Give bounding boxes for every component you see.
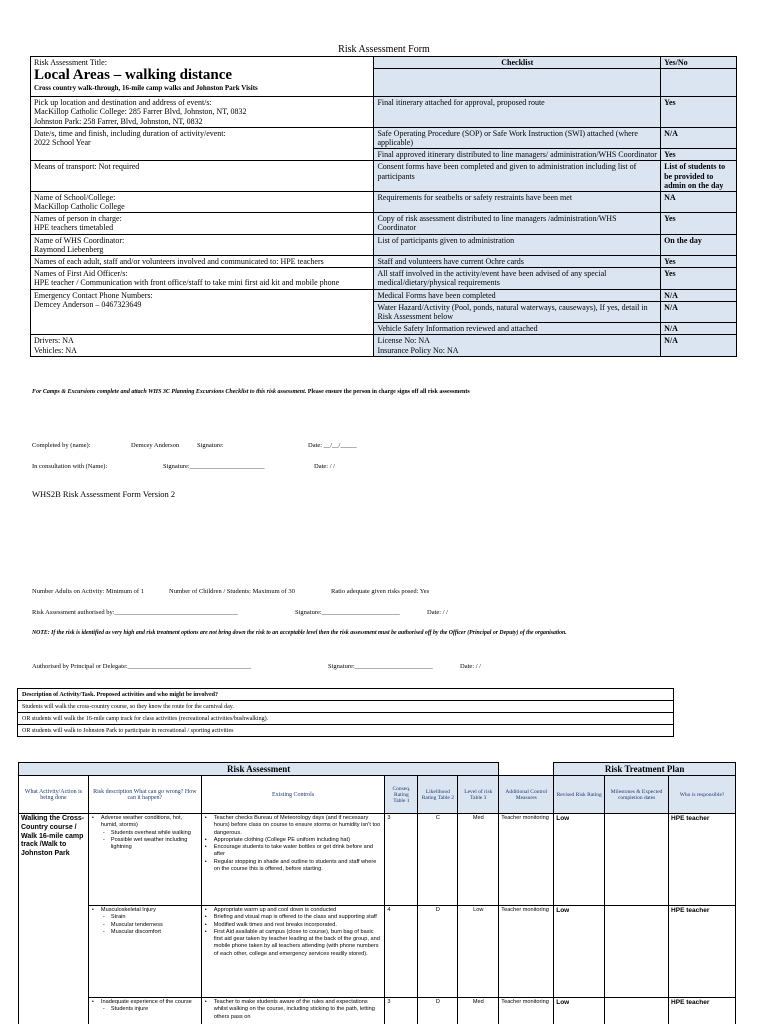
checklist-item: All staff involved in the activity/event have been advised of any special medical/dietary/physical requirements bbox=[374, 268, 661, 289]
firstaid-label: Names of First Aid Officer/s: bbox=[34, 269, 128, 279]
risk-assessment-table bbox=[18, 762, 736, 1024]
checklist-answer: N/A bbox=[661, 289, 737, 301]
form-title: Risk Assessment Form bbox=[338, 44, 430, 55]
checklist-item: Water Hazard/Activity (Pool, ponds, natural waterways, causeways), If yes, detail in Risk Assessment below bbox=[374, 301, 661, 322]
controls-cell bbox=[201, 906, 385, 998]
likelihood-rating: D bbox=[418, 906, 458, 998]
camps-note-italic: For Camps & Excursions complete and attach WHS 3C Planning Excursions Checklist to this risk assessment. bbox=[32, 389, 307, 395]
completed-signature[interactable]: Signature: bbox=[197, 442, 224, 449]
whs-label: Name of WHS Coordinator: bbox=[34, 235, 125, 245]
checklist-answer: Yes bbox=[661, 213, 737, 234]
description-header: Description of Activity/Task. Proposed activities and who might be involved? bbox=[18, 689, 674, 701]
milestones-cell bbox=[605, 998, 669, 1024]
yesno-header: Yes/No bbox=[661, 57, 737, 69]
risk-level: Low bbox=[458, 906, 499, 998]
authorised-by[interactable]: Risk Assessment authorised by:______________________________________ bbox=[32, 609, 239, 616]
ratio-adequate: Ratio adequate given risks posed: Yes bbox=[331, 588, 430, 595]
checklist-item: Staff and volunteers have current Ochre cards bbox=[374, 256, 661, 268]
location-label: Pick up location and destination and address of event/s: bbox=[34, 98, 212, 108]
principal-signature[interactable]: Signature:________________________ bbox=[328, 663, 433, 670]
principal-authorised[interactable]: Authorised by Principal or Delegate:______________________________________ bbox=[32, 663, 252, 670]
risk-item: • Musculoskeletal Injury bbox=[91, 907, 199, 914]
checklist-header: Checklist bbox=[374, 57, 661, 69]
risk-item: • Inadequate experience of the course bbox=[91, 999, 199, 1006]
activity-cell: Walking the Cross-Country course / Walk 16-mile camp track /Walk to Johnston Park bbox=[19, 814, 89, 1024]
consequence-rating: 3 bbox=[385, 998, 418, 1024]
checklist-item: Final approved itinerary distributed to line managers/ administration/WHS Coordinator bbox=[374, 149, 661, 161]
checklist-item: Final itinerary attached for approval, proposed route bbox=[374, 97, 661, 128]
consequence-rating: 4 bbox=[385, 906, 418, 998]
control-item: • Teacher checks Bureau of Meteorology days (and if necessary hours) before class on course to ensure storms or humidity isn't too dangerous. bbox=[204, 815, 383, 837]
completed-by-name[interactable]: Demcey Anderson bbox=[131, 442, 180, 449]
left-cell-adults bbox=[31, 256, 374, 268]
responsible-person: HPE teacher bbox=[669, 814, 736, 906]
control-item: • Encourage students to take water bottles or get drink before and after bbox=[204, 844, 383, 859]
left-cell-emergency bbox=[31, 289, 374, 335]
checklist-item: Medical Forms have been completed bbox=[374, 289, 661, 301]
header-milestones: Milestones & Expected completion dates bbox=[605, 776, 669, 814]
drivers-value: Drivers: NA bbox=[34, 336, 74, 346]
checklist-item: Vehicle Safety Information reviewed and attached bbox=[374, 323, 661, 335]
header-revised-rating: Revised Risk Rating bbox=[554, 776, 605, 814]
checklist-answer: N/A bbox=[661, 335, 737, 356]
risk-subitem: - Possible wet weather including lightning bbox=[91, 837, 199, 852]
authorised-date[interactable]: Date: / / bbox=[427, 609, 448, 616]
left-cell-location bbox=[31, 97, 374, 128]
children-count: Number of Children / Students: Maximum of 30 bbox=[169, 588, 295, 595]
checklist-item: Requirements for seatbelts or safety restraints have been met bbox=[374, 191, 661, 212]
completed-date[interactable]: Date: __/__/_____ bbox=[308, 442, 357, 449]
checklist-answer: N/A bbox=[661, 301, 737, 322]
checklist-item-license bbox=[374, 335, 661, 356]
principal-date[interactable]: Date: / / bbox=[460, 663, 481, 670]
header-likelihood: Likelihood Rating Table 2 bbox=[418, 776, 458, 814]
overview-table bbox=[30, 56, 737, 357]
risk-description-cell bbox=[88, 814, 201, 906]
authorised-signature[interactable]: Signature:________________________ bbox=[295, 609, 400, 616]
left-cell-firstaid bbox=[31, 268, 374, 289]
risk-treatment-title: Risk Treatment Plan bbox=[554, 763, 736, 776]
checklist-answer: NA bbox=[661, 191, 737, 212]
controls-cell bbox=[201, 998, 385, 1024]
title-cell bbox=[31, 57, 374, 97]
risk-subitem: - Students overheat while walking bbox=[91, 830, 199, 837]
left-cell-drivers bbox=[31, 335, 374, 356]
control-item: • First Aid available at campus (close to course), bum bag of basic first aid gear taken by teacher leading at the back of the group, and mobile phone taken by all teachers attending (with phone numbers of each other, college and emergency services readily stored). bbox=[204, 929, 383, 958]
dates-value: 2022 School Year bbox=[34, 137, 91, 147]
left-cell-dates bbox=[31, 127, 374, 161]
consultation-signature[interactable]: Signature:_______________________ bbox=[163, 463, 265, 470]
title-label: Risk Assessment Title: bbox=[34, 58, 107, 67]
left-cell-person bbox=[31, 213, 374, 234]
completed-by-label: Completed by (name): bbox=[32, 442, 91, 449]
checklist-answer: List of students to be provided to admin on the day bbox=[661, 161, 737, 192]
risk-subitem: - Muscular tenderness bbox=[91, 922, 199, 929]
adults-count: Number Adults on Activity: Minimum of 1 bbox=[32, 588, 144, 595]
responsible-person: HPE teacher bbox=[669, 998, 736, 1024]
revised-rating: Low bbox=[554, 814, 605, 906]
revised-rating: Low bbox=[554, 998, 605, 1024]
checklist-answer: Yes bbox=[661, 256, 737, 268]
milestones-cell bbox=[605, 906, 669, 998]
left-cell-school bbox=[31, 191, 374, 212]
header-consequence: Conseq. Rating Table 1 bbox=[385, 776, 418, 814]
controls-cell bbox=[201, 814, 385, 906]
additional-controls: Teacher monitoring bbox=[499, 814, 554, 906]
checklist-answer: N/A bbox=[661, 127, 737, 148]
control-item: • Teacher to make students aware of the rules and expectations whilst walking on the course, including sticking to the path, letting others pass on bbox=[204, 999, 383, 1021]
consultation-label: In consultation with (Name): bbox=[32, 463, 108, 470]
firstaid-value: HPE teacher / Communication with front office/staff to take mini first aid kit and mobile phone bbox=[34, 278, 340, 288]
location-college: MacKillop Catholic College: 285 Farrer Blvd, Johnston, NT, 0832 bbox=[34, 107, 247, 117]
checklist-item: Safe Operating Procedure (SOP) or Safe Work Instruction (SWI) attached (where applicable) bbox=[374, 127, 661, 148]
control-item: • Briefing and visual map is offered to the class and supporting staff bbox=[204, 914, 383, 921]
risk-description-cell bbox=[88, 998, 201, 1024]
form-version: WHS2B Risk Assessment Form Version 2 bbox=[32, 489, 176, 499]
checklist-answer: Yes bbox=[661, 97, 737, 128]
assessment-title: Local Areas – walking distance bbox=[34, 67, 233, 84]
transport-value: Means of transport: Not required bbox=[34, 162, 140, 172]
left-cell-whs bbox=[31, 234, 374, 255]
checklist-answer: Yes bbox=[661, 149, 737, 161]
assessment-subtitle: Cross country walk-through, 16-mile camp walks and Johnston Park Visits bbox=[34, 83, 258, 92]
risk-subitem: - Muscular discomfort bbox=[91, 929, 199, 936]
consequence-rating: 3 bbox=[385, 814, 418, 906]
checklist-item: Copy of risk assessment distributed to line managers /administration/WHS Coordinator bbox=[374, 213, 661, 234]
control-item: • Modified walk times and rest breaks incorporated. bbox=[204, 922, 383, 929]
checklist-item: Consent forms have been completed and given to administration including list of participants bbox=[374, 161, 661, 192]
header-existing-controls: Existing Controls bbox=[201, 776, 385, 814]
dates-label: Date/s, time and finish, including duration of activity/event: bbox=[34, 128, 226, 138]
person-value: HPE teachers timetabled bbox=[34, 223, 114, 233]
header-activity: What Activity/Action is being done bbox=[19, 776, 89, 814]
responsible-person: HPE teacher bbox=[669, 906, 736, 998]
emergency-value: Demcey Anderson – 0467323649 bbox=[34, 299, 142, 309]
school-value: MacKillop Catholic College bbox=[34, 202, 125, 212]
vehicles-value: Vehicles: NA bbox=[34, 345, 77, 355]
control-item: • Appropriate clothing (College PE uniform including hat) bbox=[204, 837, 383, 844]
camps-note bbox=[32, 389, 470, 395]
header-level: Level of risk Table 3 bbox=[458, 776, 499, 814]
camps-note-plain: Please ensure the person in charge signs off all risk assessments bbox=[307, 389, 470, 395]
emergency-label: Emergency Contact Phone Numbers: bbox=[34, 290, 153, 300]
license-value: License No: NA bbox=[377, 336, 430, 346]
description-row: OR students will walk to Johnston Park to participate in recreational / sporting activities bbox=[18, 725, 674, 737]
header-risk-description: Risk description What can go wrong? How can it happen? bbox=[88, 776, 201, 814]
likelihood-rating: C bbox=[418, 814, 458, 906]
control-item: • Regular stopping in shade and outline to students and staff where on the course this is offered, before starting. bbox=[204, 859, 383, 874]
risk-item: • Adverse weather conditions, hot, humid, storms) bbox=[91, 815, 199, 830]
school-label: Name of School/College: bbox=[34, 192, 116, 202]
additional-controls: Teacher monitoring bbox=[499, 906, 554, 998]
additional-controls: Teacher monitoring bbox=[499, 998, 554, 1024]
description-row: Students will walk the cross-country course, so they know the route for the carnival day. bbox=[18, 701, 674, 713]
header-additional-controls: Additional Control Measures bbox=[499, 776, 554, 814]
whs-value: Raymond Liebenberg bbox=[34, 244, 104, 254]
insurance-value: Insurance Policy No: NA bbox=[377, 345, 459, 355]
person-label: Names of person in charge: bbox=[34, 214, 122, 224]
risk-subitem: - Strain bbox=[91, 914, 199, 921]
risk-description-cell bbox=[88, 906, 201, 998]
adults-value: Names of each adult, staff and/or volunteers involved and communicated to: HPE teachers bbox=[34, 257, 324, 266]
risk-level: Med bbox=[458, 814, 499, 906]
escalation-note: NOTE: If the risk is identified as very high and risk treatment options are not bring down the risk to an acceptable level then the risk assessment must be authorised off by the Officer (Principal or Deputy) of the organisation. bbox=[32, 630, 567, 636]
likelihood-rating: D bbox=[418, 998, 458, 1024]
control-item: • Appropriate warm up and cool down is conducted bbox=[204, 907, 383, 914]
header-responsible: Who is responsible? bbox=[669, 776, 736, 814]
activity-description-table bbox=[17, 688, 674, 737]
location-park: Johnston Park: 258 Farrer, Blvd, Johnston, NT, 0832 bbox=[34, 116, 203, 126]
checklist-answer: On the day bbox=[661, 234, 737, 255]
milestones-cell bbox=[605, 814, 669, 906]
revised-rating: Low bbox=[554, 906, 605, 998]
left-cell-transport bbox=[31, 161, 374, 192]
checklist-answer: N/A bbox=[661, 323, 737, 335]
risk-level: Med bbox=[458, 998, 499, 1024]
risk-subitem: - Students injure bbox=[91, 1006, 199, 1013]
description-row: OR students will walk the 16-mile camp track for class activities (recreational activities/bushwalking). bbox=[18, 713, 674, 725]
checklist-answer: Yes bbox=[661, 268, 737, 289]
checklist-item: List of participants given to administration bbox=[374, 234, 661, 255]
consultation-date[interactable]: Date: / / bbox=[314, 463, 335, 470]
risk-assessment-title: Risk Assessment bbox=[19, 763, 499, 776]
